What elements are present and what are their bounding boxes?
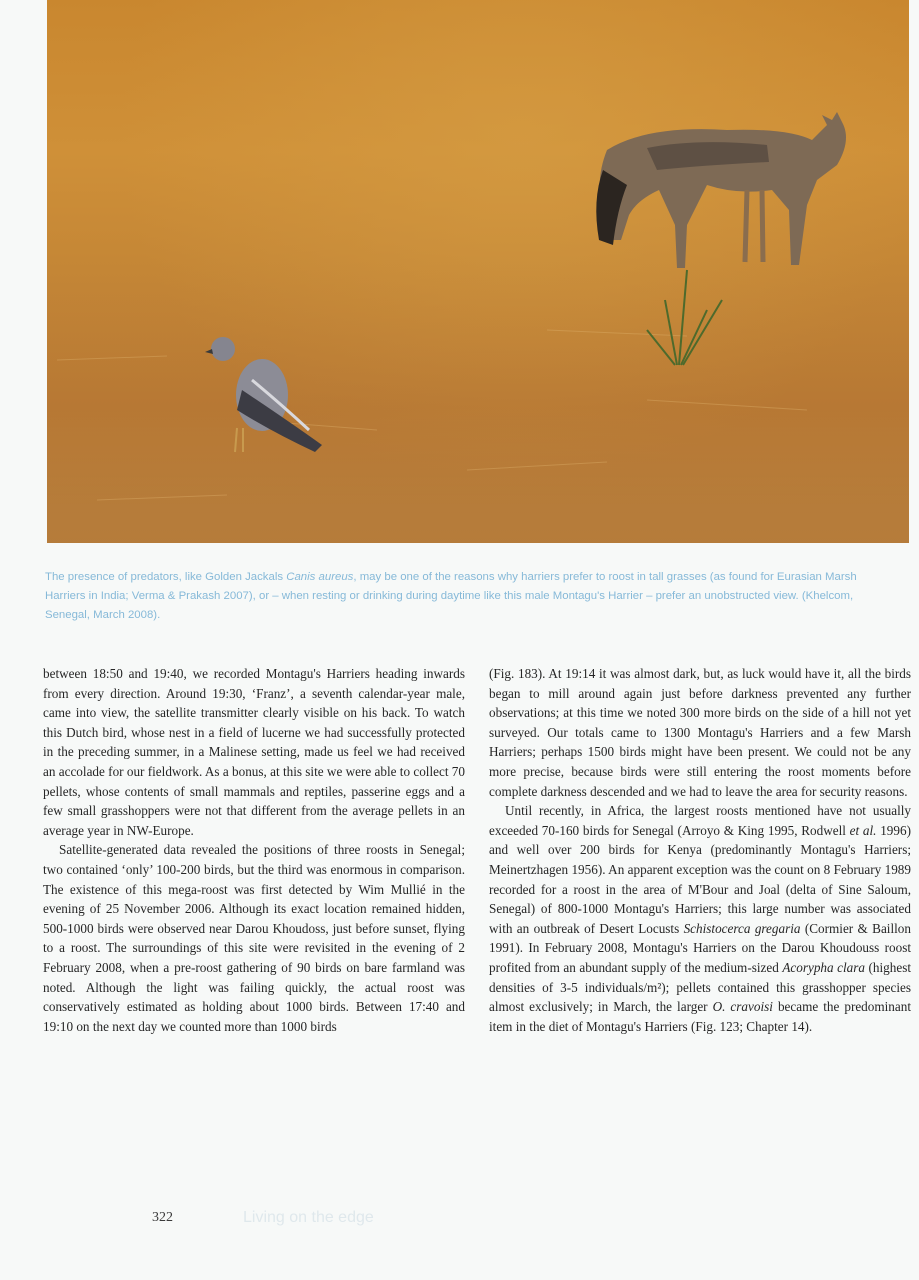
text-segment: Until recently, in Africa, the largest roosts mentioned have not usually exceeded 70-160 birds for Senegal (Arroyo & King 1995, Rodwell (489, 803, 911, 838)
running-title: Living on the edge (243, 1209, 374, 1226)
right-column (489, 664, 911, 1036)
left-paragraph-1: between 18:50 and 19:40, we recorded Montagu's Harriers heading inwards from every direction. Around 19:30, ‘Franz’, a seventh calendar-year male, came into view, the satellite transmitter clearly visible on his back. To watch this Dutch bird, whose nest in a field of lucerne we had successfully protected in the preceding summer, in a Malinese setting, made us feel we had received an accolade for our fieldwork. As a bonus, at this site we were able to collect 70 pellets, whose contents of small mammals and reptiles, passerine eggs and a few small grasshoppers were not that different from the average pellets in an average year in NW-Europe. (43, 666, 465, 838)
text-segment: became the predominant item in the diet of Montagu's Harriers (Fig. 123; Chapter 14). (489, 999, 912, 1034)
right-paragraph-1: (Fig. 183). At 19:14 it was almost dark, but, as luck would have it, all the birds began to mill around again just before darkness prevented any further observations; at this time we noted 300 more birds on the side of a hill not yet surveyed. Our totals came to 1300 Montagu's Harriers and a few Marsh Harriers; perhaps 1500 birds might have been present. We could not be any more precise, because birds were still entering the roost moments before complete darkness descended and we had to leave the area for security reasons. (489, 666, 911, 799)
photo-illustration (47, 0, 909, 543)
italic-segment: O. cravoisi (712, 999, 773, 1015)
text-segment: (highest densities of 3-5 individuals/m²); pellets contained this grasshopper species almost exclusively; in March, the larger (489, 959, 911, 1015)
jackal-figure (596, 112, 846, 268)
caption-text-1: The presence of predators, like Golden Jackals (45, 571, 287, 583)
italic-segment: Acorypha clara (782, 959, 865, 975)
text-segment: (Cormier & Baillon 1991). In February 2008, Montagu's Harriers on the Darou Khoudouss roost profited from an abundant supply of the medium-sized (489, 920, 911, 975)
text-segment: 1996) and well over 200 birds for Kenya (predominantly Montagu's Harriers; Meinertzhagen 1956). An apparent exception was the count on 8 February 1989 recorded for a roost in the area of M'Bour and Joal (delta of Sine Saloum, Senegal) of 800-1000 Montagu's Harriers; this large number was associated with an outbreak of Desert Locusts (489, 822, 911, 936)
left-paragraph-2: Satellite-generated data revealed the positions of three roosts in Senegal; two contained ‘only’ 100-200 birds, but the third was enormous in comparison. The existence of this mega-roost was first detected by Wim Mullié in the evening of 25 November 2006. Although its exact location remained hidden, 500-1000 birds were observed near Darou Khoudoss, just before sunset, flying to a roost. The surroundings of this site were revisited in the evening of 2 February 2008, when a pre-roost gathering of 90 birds on bare farmland was noted. Although the light was failing quickly, the actual roost was conservatively estimated as holding about 1000 birds. Between 17:40 and 19:10 on the next day we counted more than 1000 birds (43, 842, 465, 1034)
italic-segment: et al. (849, 822, 877, 838)
caption-species: Canis aureus (286, 571, 354, 583)
photo-jackal-harrier (47, 0, 909, 543)
photo-caption (45, 568, 885, 625)
left-column (43, 664, 465, 1036)
page-number: 322 (152, 1210, 173, 1225)
italic-segment: Schistocerca gregaria (683, 920, 801, 936)
right-paragraph-2 (489, 801, 911, 1036)
caption-text-2: , may be one of the reasons why harriers prefer to roost in tall grasses (as found for Eurasian Marsh Harriers in India; Verma & Prakash 2007), or – when resting or drinking during daytime like this male Montagu's Harrier – prefer an unobstructed view. (Khelcom, Senegal, March 2008). (45, 571, 857, 621)
